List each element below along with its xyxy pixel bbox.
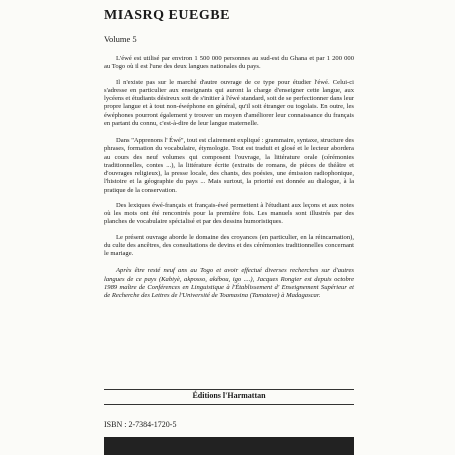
description-paragraph: Il n'existe pas sur le marché d'autre ouvrage de ce type pour étudier l'éwé. Celui-ci s'adresse en particulier aux enseignants qui auront la charge d'enseigner cette langue, aux lycéens et étudiants désireux soit de s'initier à l'éwé standard, soit de se perfectionner dans leur propre langue et à tout non-éwéphone en général, qu'il soit étranger ou togolais. En outre, les éwéphones pourront également y trouver un moyen d'améliorer leur connaissance du français en partant du connu, c'est-à-dire de leur langue maternelle. [104,78,354,127]
description-paragraph: Dans "Apprenons l' Éwé", tout est clairement expliqué : grammaire, syntaxe, structure des phrases, formation du vocabulaire, étymologie. Tout est traduit et glosé et le lecteur abordera au cours des neuf volumes qui composent l'ouvrage, la littérature orale (cérémonies traditionnelles, contes ...), la littérature écrite (extraits de romans, de pièces de théâtre et d'ouvrages religieux), la presse locale, des chants, des poésies, une émission radiophonique, l'histoire et la géographie du pays ... Mais surtout, la priorité est donnée au dialogue, à la pratique de la conservation. [104,137,354,194]
publisher-name: Éditions l'Harmattan [192,391,266,400]
description-paragraph: Le présent ouvrage aborde le domaine des croyances (en particulier, en la réincarnation), du culte des ancêtres, des consultations de devins et des cérémonies traditionnelles concernant le mariage. [104,233,354,257]
description-text [104,55,354,307]
publisher-bar [104,389,354,405]
author-bio: Après être resté neuf ans au Togo et avoir effectué diverses recherches sur d'autres langues de ce pays (Kabiyè, akposso, akébou, igo ....), Jacques Rongier est depuis octobre 1989 maître de Conférences en Linguistique à l'Établissement d' Enseignement Supérieur et de Recherche des Lettres de l'Université de Toamasina (Tamatave) à Madagascar. [104,267,354,299]
volume-label: Volume 5 [104,34,137,44]
book-title: MIASRQ EUEGBE [104,8,230,23]
barcode-strip [104,437,354,455]
description-paragraph: L'éwé est utilisé par environ 1 500 000 personnes au sud-est du Ghana et par 1 200 000 au Togo où il est l'une des deux langues nationales du pays. [104,55,354,71]
isbn-number: ISBN : 2-7384-1720-5 [104,420,177,429]
description-paragraph: Des lexiques éwé-français et français-éwé permettent à l'étudiant aux leçons et aux notes où les mots ont été rencontrés pour la première fois. Les manuels sont illustrés par des planches de vocabulaire spécialisé et par des dessins humoristiques. [104,201,354,226]
